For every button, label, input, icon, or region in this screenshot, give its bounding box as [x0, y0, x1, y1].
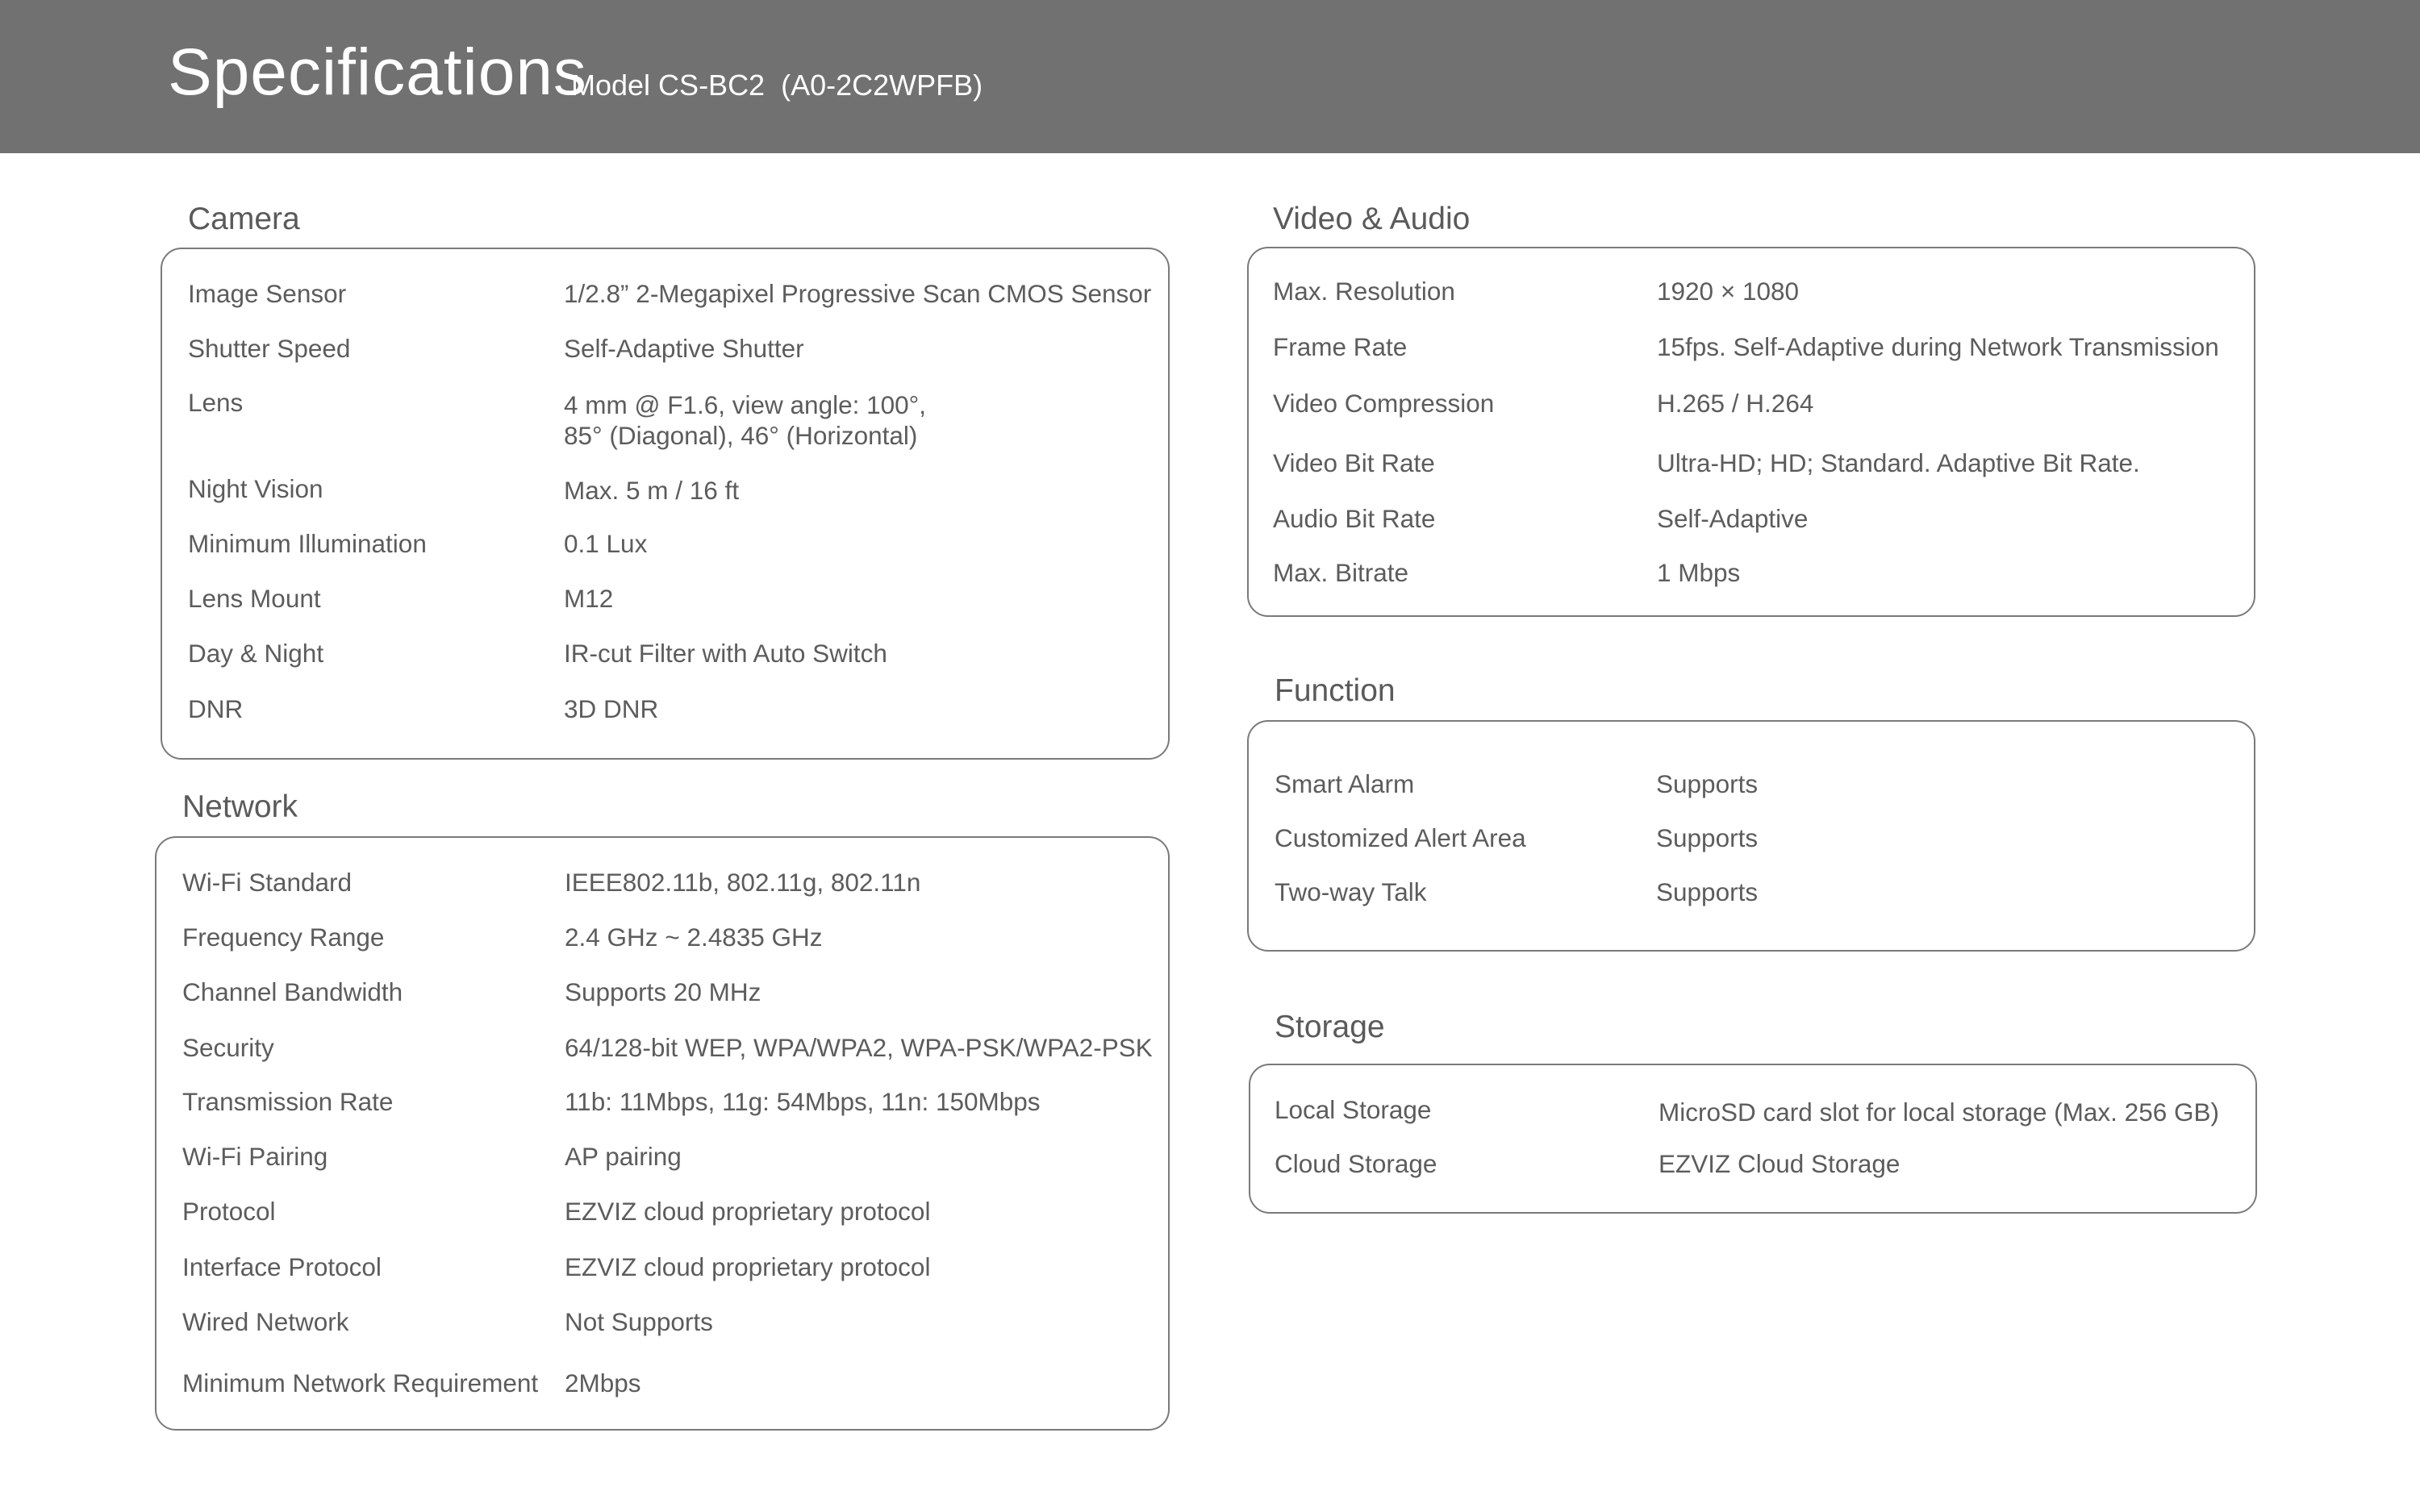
- spec-value: 0.1 Lux: [564, 529, 648, 558]
- spec-value-line2: 85° (Diagonal), 46° (Horizontal): [564, 421, 918, 450]
- model-subtitle: Model CS-BC2 (A0-2C2WPFB): [571, 69, 983, 102]
- spec-value: Self-Adaptive: [1657, 504, 1809, 533]
- spec-value: Not Supports: [565, 1307, 713, 1336]
- section-title-storage: Storage: [1275, 1010, 1385, 1044]
- spec-label: Shutter Speed: [188, 334, 351, 363]
- spec-value: H.265 / H.264: [1657, 389, 1814, 418]
- spec-value: EZVIZ cloud proprietary protocol: [565, 1252, 931, 1281]
- spec-value: 11b: 11Mbps, 11g: 54Mbps, 11n: 150Mbps: [565, 1087, 1041, 1116]
- spec-value: 1 Mbps: [1657, 558, 1741, 587]
- spec-label: Wi-Fi Standard: [182, 868, 353, 897]
- section-title-network: Network: [182, 789, 298, 824]
- spec-value: Supports: [1656, 877, 1759, 906]
- spec-label: Interface Protocol: [182, 1252, 382, 1281]
- spec-label: Wired Network: [182, 1307, 349, 1336]
- spec-value: 1/2.8” 2-Megapixel Progressive Scan CMOS Sensor: [564, 279, 1152, 308]
- spec-label: Audio Bit Rate: [1273, 504, 1436, 533]
- spec-value: 15fps. Self-Adaptive during Network Transmission: [1657, 332, 2219, 361]
- spec-value: IEEE802.11b, 802.11g, 802.11n: [565, 868, 921, 897]
- spec-label: Max. Resolution: [1273, 277, 1455, 306]
- spec-value: EZVIZ Cloud Storage: [1659, 1149, 1901, 1178]
- spec-label: Max. Bitrate: [1273, 558, 1409, 587]
- page-title: Specifications: [168, 35, 587, 109]
- spec-value: 2.4 GHz ~ 2.4835 GHz: [565, 923, 823, 952]
- spec-label: Customized Alert Area: [1275, 823, 1526, 852]
- spec-label: Wi-Fi Pairing: [182, 1142, 328, 1171]
- spec-label: Smart Alarm: [1275, 769, 1415, 798]
- spec-label: Minimum Network Requirement: [182, 1368, 539, 1397]
- spec-value: EZVIZ cloud proprietary protocol: [565, 1197, 931, 1226]
- spec-label: Lens: [188, 388, 244, 417]
- spec-label: Security: [182, 1033, 274, 1062]
- spec-label: Day & Night: [188, 639, 324, 668]
- spec-label: Image Sensor: [188, 279, 347, 308]
- spec-value: AP pairing: [565, 1142, 682, 1171]
- spec-label: Lens Mount: [188, 584, 321, 613]
- spec-label: Channel Bandwidth: [182, 977, 403, 1006]
- spec-label: Minimum Illumination: [188, 529, 427, 558]
- spec-value: Max. 5 m / 16 ft: [564, 476, 740, 505]
- spec-value: MicroSD card slot for local storage (Max. 256 GB): [1659, 1098, 2219, 1127]
- section-title-video-audio: Video & Audio: [1273, 202, 1471, 236]
- storage-spec-box: [1249, 1064, 2257, 1214]
- spec-value: Supports 20 MHz: [565, 977, 761, 1006]
- spec-value: 1920 × 1080: [1657, 277, 1800, 306]
- spec-value: 3D DNR: [564, 694, 659, 723]
- spec-label: Frame Rate: [1273, 332, 1408, 361]
- spec-value: 64/128-bit WEP, WPA/WPA2, WPA-PSK/WPA2-PSK: [565, 1033, 1153, 1062]
- spec-label: Cloud Storage: [1275, 1149, 1437, 1178]
- spec-label: Night Vision: [188, 474, 323, 503]
- section-title-camera: Camera: [188, 202, 300, 236]
- header-bar: [0, 0, 2420, 153]
- spec-label: Local Storage: [1275, 1095, 1432, 1124]
- section-title-function: Function: [1275, 673, 1396, 708]
- spec-label: Protocol: [182, 1197, 276, 1226]
- spec-value: M12: [564, 584, 614, 613]
- spec-value: 2Mbps: [565, 1368, 641, 1397]
- spec-value: Ultra-HD; HD; Standard. Adaptive Bit Rate.: [1657, 448, 2140, 477]
- spec-value: 4 mm @ F1.6, view angle: 100°,: [564, 390, 927, 419]
- spec-label: Video Bit Rate: [1273, 448, 1435, 477]
- spec-value: Self-Adaptive Shutter: [564, 334, 804, 363]
- spec-label: DNR: [188, 694, 244, 723]
- spec-label: Two-way Talk: [1275, 877, 1427, 906]
- spec-label: Video Compression: [1273, 389, 1495, 418]
- spec-label: Frequency Range: [182, 923, 385, 952]
- spec-value: Supports: [1656, 823, 1759, 852]
- spec-value: Supports: [1656, 769, 1759, 798]
- spec-value: IR-cut Filter with Auto Switch: [564, 639, 887, 668]
- spec-label: Transmission Rate: [182, 1087, 394, 1116]
